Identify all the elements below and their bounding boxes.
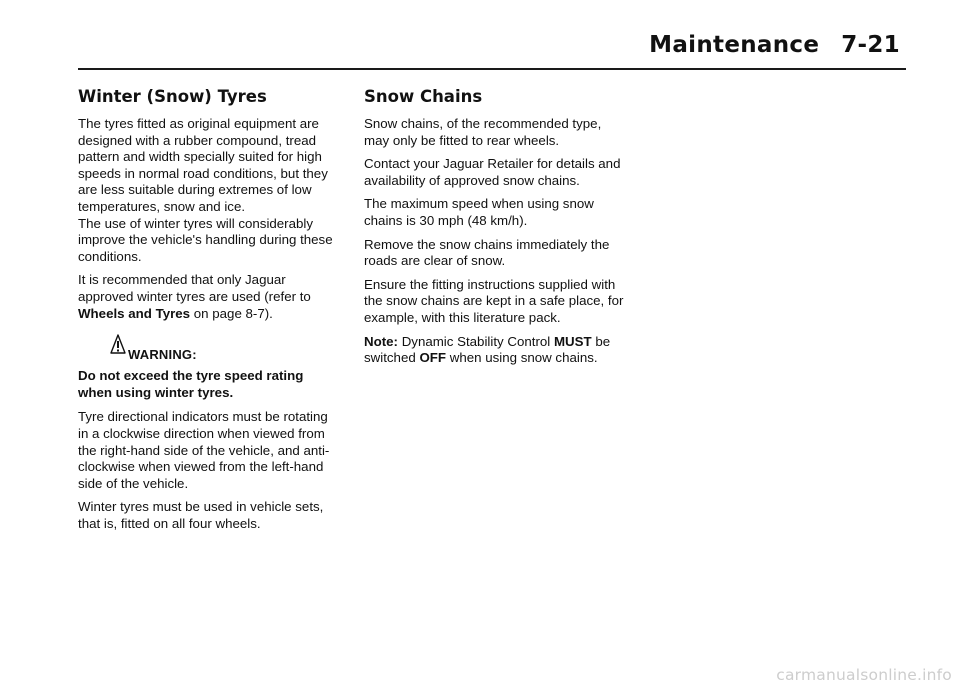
paragraph: Ensure the fitting instructions supplied with the snow chains are kept in a safe place, for example, with this literature pack. — [364, 276, 624, 325]
watermark: carmanualsonline.info — [776, 666, 952, 684]
note — [364, 334, 629, 367]
paragraph — [78, 272, 340, 322]
warning-triangle-icon — [110, 334, 126, 354]
paragraph-text: It is recommended that only Jaguar approved winter tyres are used (refer to — [78, 272, 311, 304]
winter-tyres-column — [78, 86, 340, 539]
paragraph: Snow chains, of the recommended type, may only be fitted to rear wheels. — [364, 116, 602, 148]
paragraph: Tyre directional indicators must be rotating in a clockwise direction when viewed from the right-hand side of the vehicle, and anti-clockwise when viewed from the left-hand side of the vehicle. — [78, 409, 330, 491]
header-text — [649, 32, 900, 58]
warning-text: Do not exceed the tyre speed rating when using winter tyres. — [78, 368, 304, 400]
winter-tyres-heading: Winter (Snow) Tyres — [78, 87, 267, 106]
paragraph: Remove the snow chains immediately the roads are clear of snow. — [364, 236, 610, 269]
paragraph: The use of winter tyres will considerably improve the vehicle's handling during these conditions. — [78, 215, 333, 264]
note-text: be switched — [364, 333, 611, 366]
wheels-tyres-reference: Wheels and Tyres — [78, 305, 191, 321]
paragraph: Winter tyres must be used in vehicle sets, that is, fitted on all four wheels. — [78, 499, 324, 531]
paragraph-text: on page 8-7). — [193, 305, 273, 321]
snow-chains-column — [364, 86, 629, 374]
note-text: when using snow chains. — [449, 350, 598, 366]
note-off: OFF — [419, 350, 447, 366]
section-title: Maintenance — [649, 32, 820, 58]
page-header — [78, 28, 906, 70]
note-label: Note: — [364, 333, 398, 349]
snow-chains-heading: Snow Chains — [364, 87, 483, 106]
page-number: 7-21 — [841, 32, 900, 58]
warning-label: WARNING: — [128, 347, 197, 363]
warning-header — [78, 334, 340, 362]
note-text: Dynamic Stability Control — [401, 333, 551, 349]
paragraph: The tyres fitted as original equipment are designed with a rubber compound, tread pattern and width specially suited for high speeds in normal road conditions, but they are less suitable during extremes of low temperatures, snow and ice. — [78, 116, 328, 214]
paragraph: The maximum speed when using snow chains is 30 mph (48 km/h). — [364, 196, 594, 228]
note-must: MUST — [553, 333, 592, 349]
paragraph: Contact your Jaguar Retailer for details and availability of approved snow chains. — [364, 156, 621, 188]
